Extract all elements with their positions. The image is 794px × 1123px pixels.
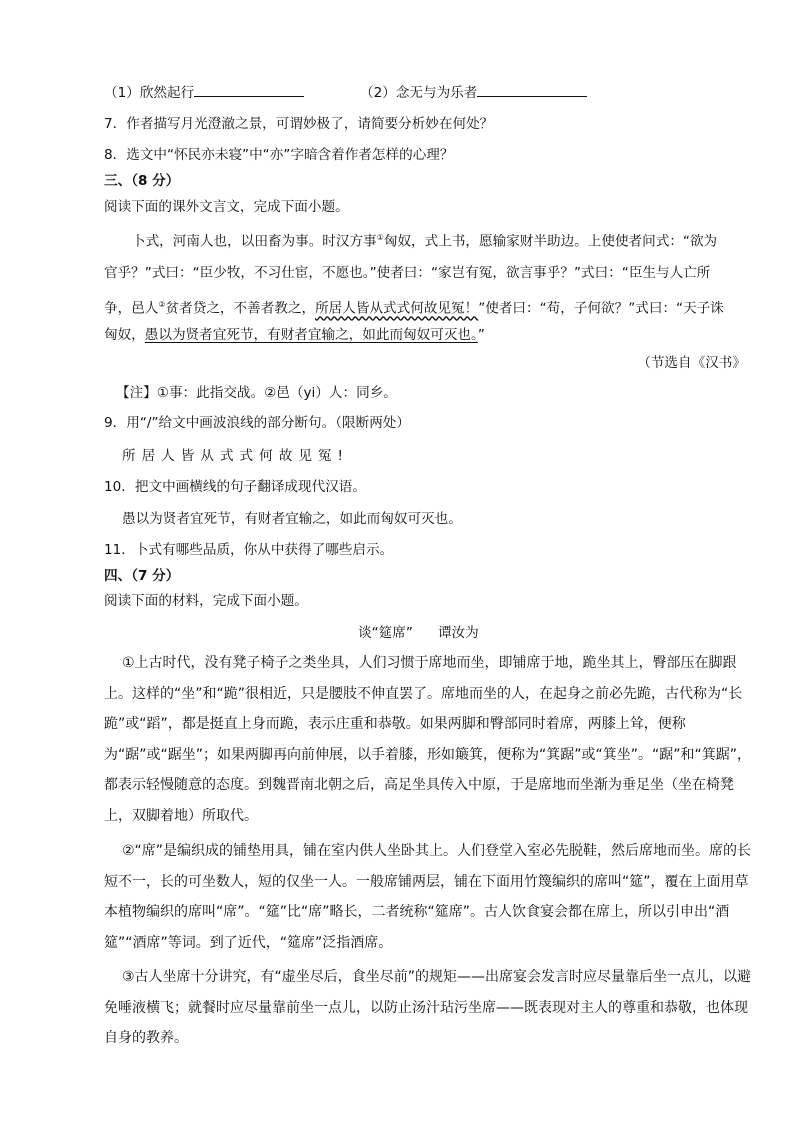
- question-9: 9．用“/”给文中画波浪线的部分断句。（限断两处）: [104, 415, 410, 431]
- passage-line-1: [132, 229, 717, 251]
- answer-blank-2[interactable]: [477, 82, 587, 97]
- passage-line-4: [104, 326, 485, 344]
- passage-source: （节选自《汉书》: [637, 355, 746, 371]
- section-4-heading: 四、（7 分）: [104, 568, 180, 584]
- article-author: 谭汝为: [438, 625, 479, 641]
- question-item-1: [104, 82, 304, 102]
- passage-text: 贫者贷之，不善者教之，: [165, 300, 316, 317]
- section-3-intro: 阅读下面的课外文言文，完成下面小题。: [104, 199, 349, 215]
- article-paragraph-1: ①上古时代，没有凳子椅子之类坐具，人们习惯于席地而坐，即铺席于地，跪坐其上，臀部压在脚跟上。这样的“坐”和“跪”很相近，只是腰肢不伸直罢了。席地而坐的人，在起身之前必先跪，古代称为“长跪”或“蹈”，都是挺直上身而跪，表示庄重和恭敬。如果两脚和臀部同时着席，两膝上耸，便称为“踞”或“踞坐”；如果两脚再向前伸展，以手着膝，形如簸箕，便称为“箕踞”或“箕坐”。“踞”和“箕踞”，都表示轻慢随意的态度。到魏晋南北朝之后，高足坐具传入中原，于是席地而坐渐为垂足坐（坐在椅凳上，双脚着地）所取代。: [104, 655, 752, 824]
- passage-line-2: 官乎？”式曰：“臣少牧，不习仕宦，不愿也。”使者曰：“家岂有冤，欲言事乎？”式曰：“臣生与人亡所: [104, 265, 711, 281]
- article-paragraph-2: ②“席”是编织成的铺垫用具，铺在室内供人坐卧其上。人们登堂入室必先脱鞋，然后席地而坐。席的长短不一，长的可坐数人，短的仅坐一人。一般席铺两层，铺在下面用竹篾编织的席叫“筵”，覆在上面用草本植物编织的席叫“席”。“筵”比“席”略长，二者统称“筵席”。古人饮食宴会都在席上，所以引申出“酒筵”“酒席”等词。到了近代，“筵席”泛指酒席。: [104, 843, 752, 951]
- passage-text: ”: [477, 327, 485, 343]
- passage-text: 匈奴，式上书，愿输家财半助边。上使使者问式：“欲为: [383, 233, 718, 250]
- section-4-intro: 阅读下面的材料，完成下面小题。: [104, 593, 308, 609]
- question-10: 10．把文中画横线的句子翻译成现代汉语。: [104, 479, 366, 495]
- passage-text: 争，邑人: [104, 300, 159, 317]
- question-9-text: [122, 447, 349, 465]
- q9-text-value: 所居人皆从式式何故见冤!: [122, 448, 349, 464]
- footnote-marker-2: ②: [158, 300, 166, 309]
- question-11: 11．卜式有哪些品质，你从中获得了哪些启示。: [104, 542, 394, 558]
- passage-line-3: [104, 296, 724, 318]
- question-8: 8．选文中“怀民亦未寝”中“亦”字暗含着作者怎样的心理？: [104, 147, 454, 163]
- passage-text: 匈奴，: [104, 327, 145, 343]
- question-7: 7．作者描写月光澄澈之景，可谓妙极了，请简要分析妙在何处？: [104, 116, 494, 132]
- item-1-label: （1）欣然起行: [104, 85, 195, 101]
- passage-text: 卜式，河南人也，以田畜为事。时汉方事: [132, 233, 377, 250]
- section-3-heading: 三、（8 分）: [104, 173, 180, 189]
- underlined-sentence: 愚以为贤者宜死节，有财者宜输之，如此而匈奴可灭也。: [144, 327, 478, 343]
- article-paragraph-3: ③古人坐席十分讲究，有“虚坐尽后，食坐尽前”的规矩——出席宴会发言时应尽量靠后坐一点儿，以避免唾液横飞；就餐时应尽量靠前坐一点儿，以防止汤汁玷污坐席——既表现对主人的尊重和恭敬，也体现自身的教养。: [104, 969, 752, 1046]
- passage-text: ”使者曰：“苟，子何欲？”式曰：“天子诛: [478, 300, 724, 317]
- wavy-underlined-sentence: 所居人皆从式式何故见冤！: [315, 300, 479, 317]
- passage-note: 【注】①事：此指交战。②邑（yi）人：同乡。: [116, 385, 397, 401]
- article-title: 谈“筵席”: [358, 625, 413, 641]
- question-item-2: [360, 82, 587, 102]
- question-10-text: 愚以为贤者宜死节，有财者宜输之，如此而匈奴可灭也。: [122, 511, 462, 527]
- answer-blank-1[interactable]: [194, 82, 304, 97]
- footnote-marker-1: ①: [376, 233, 384, 242]
- item-2-label: （2）念无与为乐者: [360, 85, 478, 101]
